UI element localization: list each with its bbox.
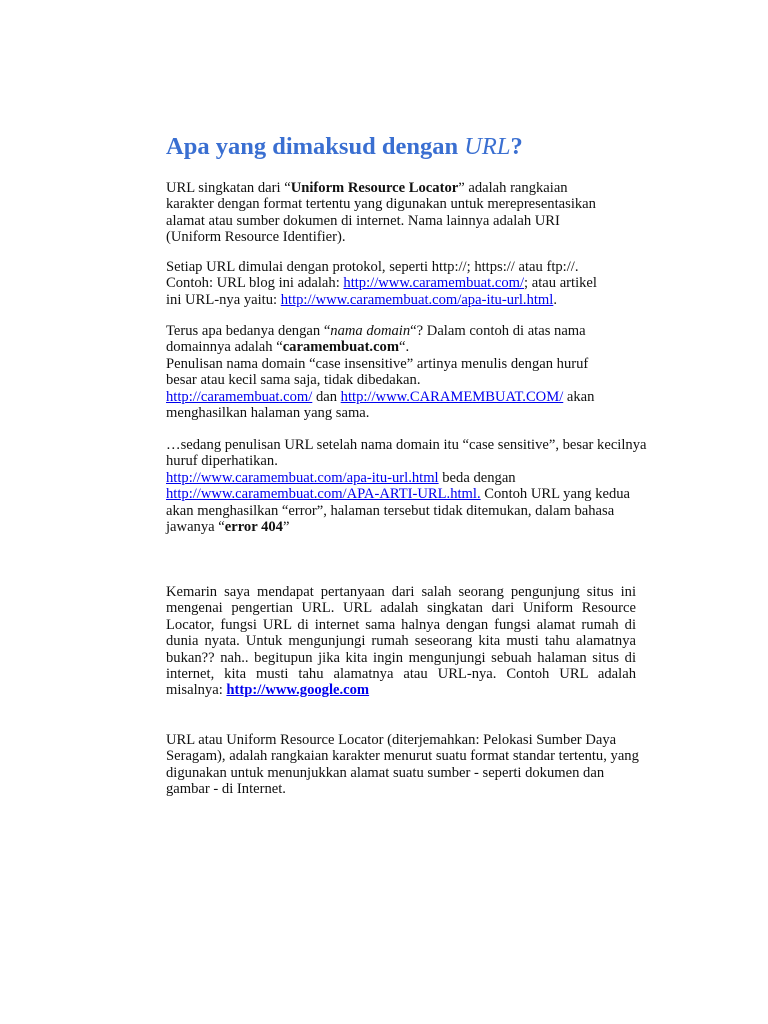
uniform-resource-locator-term: Uniform Resource Locator bbox=[290, 180, 459, 196]
page-title bbox=[166, 131, 523, 163]
link-caramembuat-uppercase[interactable]: http://www.CARAMEMBUAT.COM/ bbox=[340, 388, 564, 405]
link-google[interactable]: http://www.google.com bbox=[226, 682, 370, 699]
title-question-mark: ? bbox=[510, 133, 523, 160]
paragraph-pengertian-url: Kemarin saya mendapat pertanyaan dari salah seorang pengunjung situs ini mengenai pengertian URL. URL adalah singkatan dari Uniform Resource Locator, fungsi URL di internet sama halnya dengan fungsi alamat rumah di dunia nyata. Untuk mengunjungi rumah seseorang kita musti tahu alamatnya bukan?? nah.. begitupun jika kita ingin mengunjungi sebuah halaman situs di internet, kita musti tahu alamatnya atau URL-nya. Contoh URL adalah misalnya: http://www.google.com bbox=[166, 584, 636, 699]
paragraph-url-definition: URL singkatan dari “Uniform Resource Locator” adalah rangkaian karakter dengan format tertentu yang digunakan untuk merepresentasikan alamat atau sumber dokumen di internet. Nama lainnya adalah URI (Uniform Resource Identifier). bbox=[166, 180, 596, 246]
nama-domain-term: nama domain bbox=[330, 323, 411, 339]
paragraph-nama-domain: Terus apa bedanya dengan “nama domain“? Dalam contoh di atas nama domainnya adalah “caramembuat.com“. Penulisan nama domain “case insensitive” artinya menulis dengan huruf besar atau kecil sama saja, tidak dibedakan. http://caramembuat.com/ dan http://www.CARAMEMBUAT.COM/ akan menghasilkan halaman yang sama. bbox=[166, 323, 595, 422]
caramembuat-domain: caramembuat.com bbox=[282, 339, 400, 356]
link-apa-itu-url-lowercase[interactable]: http://www.caramembuat.com/apa-itu-url.html bbox=[166, 469, 439, 486]
title-url-word: URL bbox=[464, 133, 511, 160]
link-caramembuat-lowercase[interactable]: http://caramembuat.com/ bbox=[166, 388, 313, 405]
link-apa-itu-url[interactable]: http://www.caramembuat.com/apa-itu-url.html bbox=[280, 291, 554, 308]
paragraph-url-terjemahan: URL atau Uniform Resource Locator (diterjemahkan: Pelokasi Sumber Daya Seragam), adalah rangkaian karakter menurut suatu format standar tertentu, yang digunakan untuk menunjukkan alamat suatu sumber - seperti dokumen dan gambar - di Internet. bbox=[166, 732, 639, 798]
link-caramembuat-home[interactable]: http://www.caramembuat.com/ bbox=[343, 275, 525, 292]
title-text: Apa yang dimaksud dengan bbox=[166, 133, 465, 160]
error-404-term: error 404 bbox=[224, 519, 283, 536]
paragraph-case-sensitive: …sedang penulisan URL setelah nama domain itu “case sensitive”, besar kecilnya huruf diperhatikan. http://www.caramembuat.com/apa-itu-url.html beda dengan http://www.caramembuat.com/APA-ARTI-URL.html. Contoh URL yang kedua akan menghasilkan “error”, halaman tersebut tidak ditemukan, dalam bahasa jawanya “error 404” bbox=[166, 437, 647, 536]
link-apa-arti-url-uppercase[interactable]: http://www.caramembuat.com/APA-ARTI-URL.html. bbox=[166, 486, 481, 503]
paragraph-protocol: Setiap URL dimulai dengan protokol, seperti http://; https:// atau ftp://. Contoh: URL blog ini adalah: http://www.caramembuat.com/; atau artikel ini URL-nya yaitu: http://www.caramembuat.com/apa-itu-url.html. bbox=[166, 259, 597, 308]
